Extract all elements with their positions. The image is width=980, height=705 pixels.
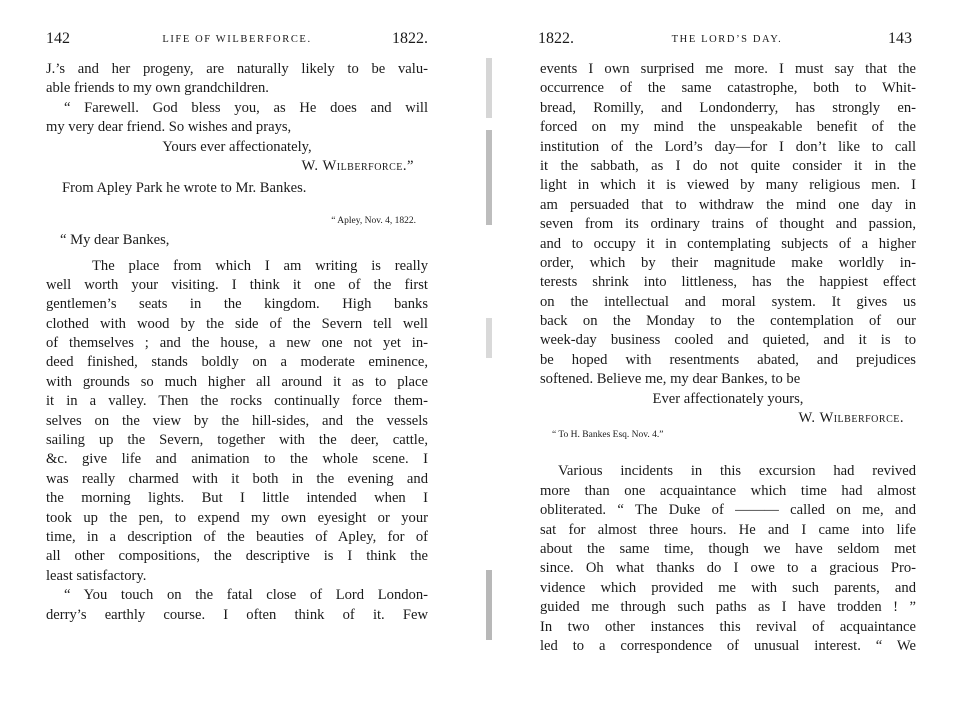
text-line: least satisfactory. xyxy=(46,567,147,584)
text-line: time, in a description of the beauties of Apley, for of xyxy=(46,528,428,545)
text-line: clothed with wood by the side of the Severn tell well xyxy=(46,315,428,332)
text-line: From Apley Park he wrote to Mr. Bankes. xyxy=(62,180,307,197)
text-line: since. Oh what thanks do I owe to a gracious Pro- xyxy=(540,560,916,577)
letter-salutation: “ My dear Bankes, xyxy=(60,232,170,249)
text-line: terests shrink into littleness, has the happiest effect xyxy=(540,274,916,291)
text-line: with grounds so much higher all around it as to place xyxy=(46,373,428,390)
letter-address-note: “ To H. Bankes Esq. Nov. 4.” xyxy=(552,430,664,441)
header-year: 1822. xyxy=(392,30,428,47)
text-line: order, which by their magnitude make worldly in- xyxy=(540,254,916,271)
text-line: guided me through such paths as I have trodden ! ” xyxy=(540,599,916,616)
text-line: vidence which provided me with such parents, and xyxy=(540,579,916,596)
text-line: week-day business cooled and quieted, and it is to xyxy=(540,332,916,349)
text-line: it in a valley. Then the rocks continually force them- xyxy=(46,393,428,410)
signature: W. Wilberforce. xyxy=(798,410,904,427)
text-line: selves on the view by the hill-sides, and the vessels xyxy=(46,412,428,429)
text-line: occurrence of the same catastrophe, both to Whit- xyxy=(540,80,916,97)
text-line: The place from which I am writing is really xyxy=(92,257,428,274)
text-line: light in which it is viewed by many religious men. I xyxy=(540,177,916,194)
running-title: LIFE OF WILBERFORCE. xyxy=(162,34,312,45)
right-page-header xyxy=(538,30,916,50)
letter-closing: Ever affectionately yours, xyxy=(652,390,804,407)
text-line: forced on my mind the unspeakable benefit of the xyxy=(540,119,916,136)
text-line: institution of the Lord’s day—for I don’t like to call xyxy=(540,138,916,155)
text-line: all other compositions, the descriptive is I think the xyxy=(46,548,428,565)
text-line: “ You touch on the fatal close of Lord London- xyxy=(64,587,428,604)
page-number: 142 xyxy=(46,30,70,47)
text-line: am persuaded that to withdraw the mind one day in xyxy=(540,196,916,213)
text-line: deed finished, stands boldly on a moderate eminence, xyxy=(46,354,428,371)
letter-closing: Yours ever affectionately, xyxy=(162,138,312,155)
text-line: and to occupy it in contemplating subjects of a higher xyxy=(540,235,916,252)
right-page-body xyxy=(540,60,916,656)
text-line: &c. give life and animation to the whole scene. I xyxy=(46,451,428,468)
letter-dateline: “ Apley, Nov. 4, 1822. xyxy=(331,215,416,226)
text-line: be hoped with resentments abated, and prejudices xyxy=(540,351,916,368)
running-title: THE LORD’S DAY. xyxy=(671,34,783,45)
text-line: my very dear friend. So wishes and prays, xyxy=(46,119,292,136)
text-line: Various incidents in this excursion had revived xyxy=(558,463,916,480)
text-line: took up the pen, to expend my own eyesight or your xyxy=(46,509,428,526)
text-line: events I own surprised me more. I must say that the xyxy=(540,61,916,77)
text-line: gentlemen’s seats in the kingdom. High banks xyxy=(46,296,428,313)
text-line: sat for almost three hours. He and I came into life xyxy=(540,521,916,538)
text-line: “ Farewell. God bless you, as He does and will xyxy=(64,99,428,116)
page-number: 143 xyxy=(888,30,912,47)
text-line: able friends to my own grandchildren. xyxy=(46,80,269,97)
text-line: about the same time, though we have seldom met xyxy=(540,540,916,557)
header-year: 1822. xyxy=(538,30,574,47)
text-line: J.’s and her progeny, are naturally likely to be valu- xyxy=(46,61,428,77)
signature: W. Wilberforce.” xyxy=(301,157,414,174)
text-line: In two other instances this revival of acquaintance xyxy=(540,618,916,635)
text-line: well worth your visiting. I think it one of the first xyxy=(46,276,428,293)
text-line: sailing up the Severn, together with the deer, cattle, xyxy=(46,432,428,449)
text-line: back on the Monday to the contemplation of our xyxy=(540,313,916,330)
text-line: on the intellectual and moral system. It gives us xyxy=(540,293,916,310)
text-line: of themselves ; and the house, a new one not yet in- xyxy=(46,335,428,352)
text-line: seven from its ordinary trains of thought and passion, xyxy=(540,216,916,233)
text-line: was really charmed with it both in the evening and xyxy=(46,470,428,487)
text-line: led to a correspondence of unusual interest. “ We xyxy=(540,637,916,654)
text-line: derry’s earthly course. I often think of it. Few xyxy=(46,606,428,623)
text-line: softened. Believe me, my dear Bankes, to be xyxy=(540,371,801,388)
text-line: obliterated. “ The Duke of ——— called on me, and xyxy=(540,502,916,519)
text-line: the morning lights. But I little intended when I xyxy=(46,490,428,507)
text-line: it the sabbath, as I do not quite consider it in the xyxy=(540,157,916,174)
text-line: bread, Romilly, and Londonderry, has strongly en- xyxy=(540,99,916,116)
text-line: more than one acquaintance which time had almost xyxy=(540,482,916,499)
